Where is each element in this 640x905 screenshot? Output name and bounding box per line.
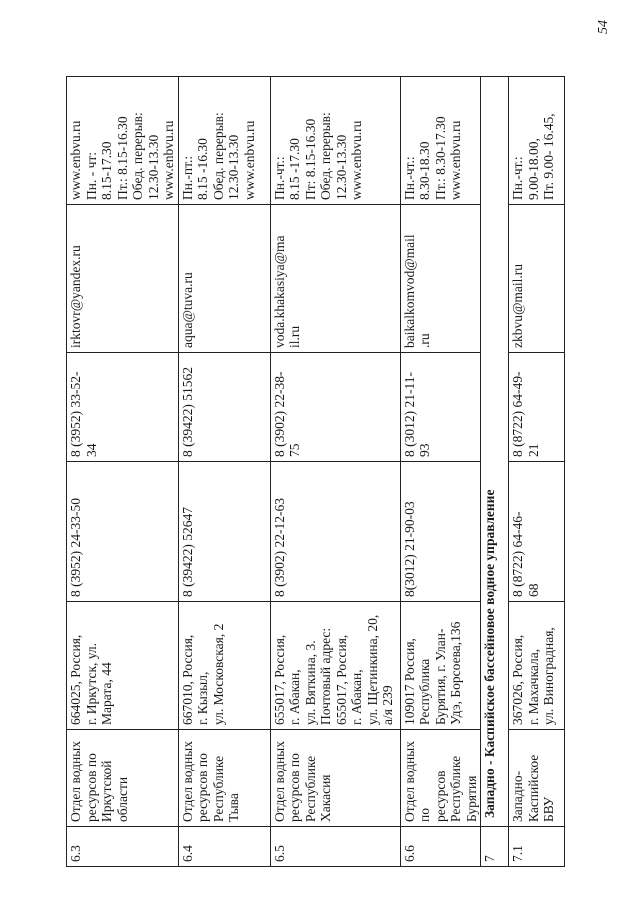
address: 667010, Россия, г. Кызыл, ул. Московская, 2 bbox=[178, 602, 270, 730]
table-row bbox=[67, 77, 179, 867]
email: baikalkomvod@mail .ru bbox=[400, 205, 481, 353]
email: voda.khakasiya@ma il.ru bbox=[270, 205, 400, 353]
working-hours: Пн.-чт.: 8.15 -17.30 Пт: 8.15-16.30 Обед. перерыв: 12.30-13.30 www.enbvu.ru bbox=[270, 77, 400, 205]
section-number: 7 bbox=[481, 827, 509, 867]
phone: 8 (3952) 24-33-50 bbox=[67, 462, 179, 602]
section-title: Западно - Каспийское бассейновое водное управление bbox=[481, 77, 509, 827]
address: 367026, Россия, г. Махачкала, ул. Виноградная, bbox=[509, 602, 565, 730]
working-hours: www.enbvu.ru Пн. - чт: 8.15-17.30 Пт.: 8.15-16.30 Обед. перерыв: 12.30-13.30 www.enbvu.ru bbox=[67, 77, 179, 205]
department-name: Отдел водных по ресурсов Республике Бурятия bbox=[400, 730, 481, 827]
working-hours: Пн.-чт.: 8.30-18.30 Пт.: 8.30-17.30 www.enbvu.ru bbox=[400, 77, 481, 205]
phone: 8 (3902) 22-12-63 bbox=[270, 462, 400, 602]
email: irktovr@yandex.ru bbox=[67, 205, 179, 353]
address: 655017, Россия, г. Абакан, ул. Вяткина, 3. Почтовый адрес: 655017, Россия, г. Абакан, ул. Щетинкина, 20, а/я 239 bbox=[270, 602, 400, 730]
department-name: Отдел водных ресурсов по Республике Тыва bbox=[178, 730, 270, 827]
page-number: 54 bbox=[596, 20, 611, 34]
section-row bbox=[481, 77, 509, 867]
address: 664025, Россия, г. Иркутск, ул. Марата, 44 bbox=[67, 602, 179, 730]
phone: 8 (39422) 52647 bbox=[178, 462, 270, 602]
email: zkbvu@mail.ru bbox=[509, 205, 565, 353]
contacts-table bbox=[66, 76, 565, 867]
phone: 8(3012) 21-90-03 bbox=[400, 462, 481, 602]
fax: 8 (3012) 21-11- 93 bbox=[400, 353, 481, 462]
email: aqua@tuva.ru bbox=[178, 205, 270, 353]
department-name: Западно- Каспийское БВУ bbox=[509, 730, 565, 827]
table-row bbox=[178, 77, 270, 867]
address: 109017 Россия, Республика Бурятия, г. Улан- Удэ, Борсоева,136 bbox=[400, 602, 481, 730]
fax: 8 (3952) 33-52- 34 bbox=[67, 353, 179, 462]
fax: 8 (39422) 51562 bbox=[178, 353, 270, 462]
table-row bbox=[270, 77, 400, 867]
row-number: 6.5 bbox=[270, 827, 400, 867]
table-row bbox=[400, 77, 481, 867]
working-hours: Пн.-пт.: 8.15 -16.30 Обед. перерыв: 12.30-13.30 www.enbvu.ru bbox=[178, 77, 270, 205]
phone: 8 (8722) 64-46- 68 bbox=[509, 462, 565, 602]
department-name: Отдел водных ресурсов по Республике Хакасия bbox=[270, 730, 400, 827]
row-number: 6.4 bbox=[178, 827, 270, 867]
row-number: 6.6 bbox=[400, 827, 481, 867]
working-hours: Пн.-чт.: 9.00-18.00, Пт. 9.00- 16.45, bbox=[509, 77, 565, 205]
table-row bbox=[509, 77, 565, 867]
fax: 8 (3902) 22-38- 75 bbox=[270, 353, 400, 462]
department-name: Отдел водных ресурсов по Иркутской области bbox=[67, 730, 179, 827]
fax: 8 (8722) 64-49- 21 bbox=[509, 353, 565, 462]
row-number: 7.1 bbox=[509, 827, 565, 867]
row-number: 6.3 bbox=[67, 827, 179, 867]
